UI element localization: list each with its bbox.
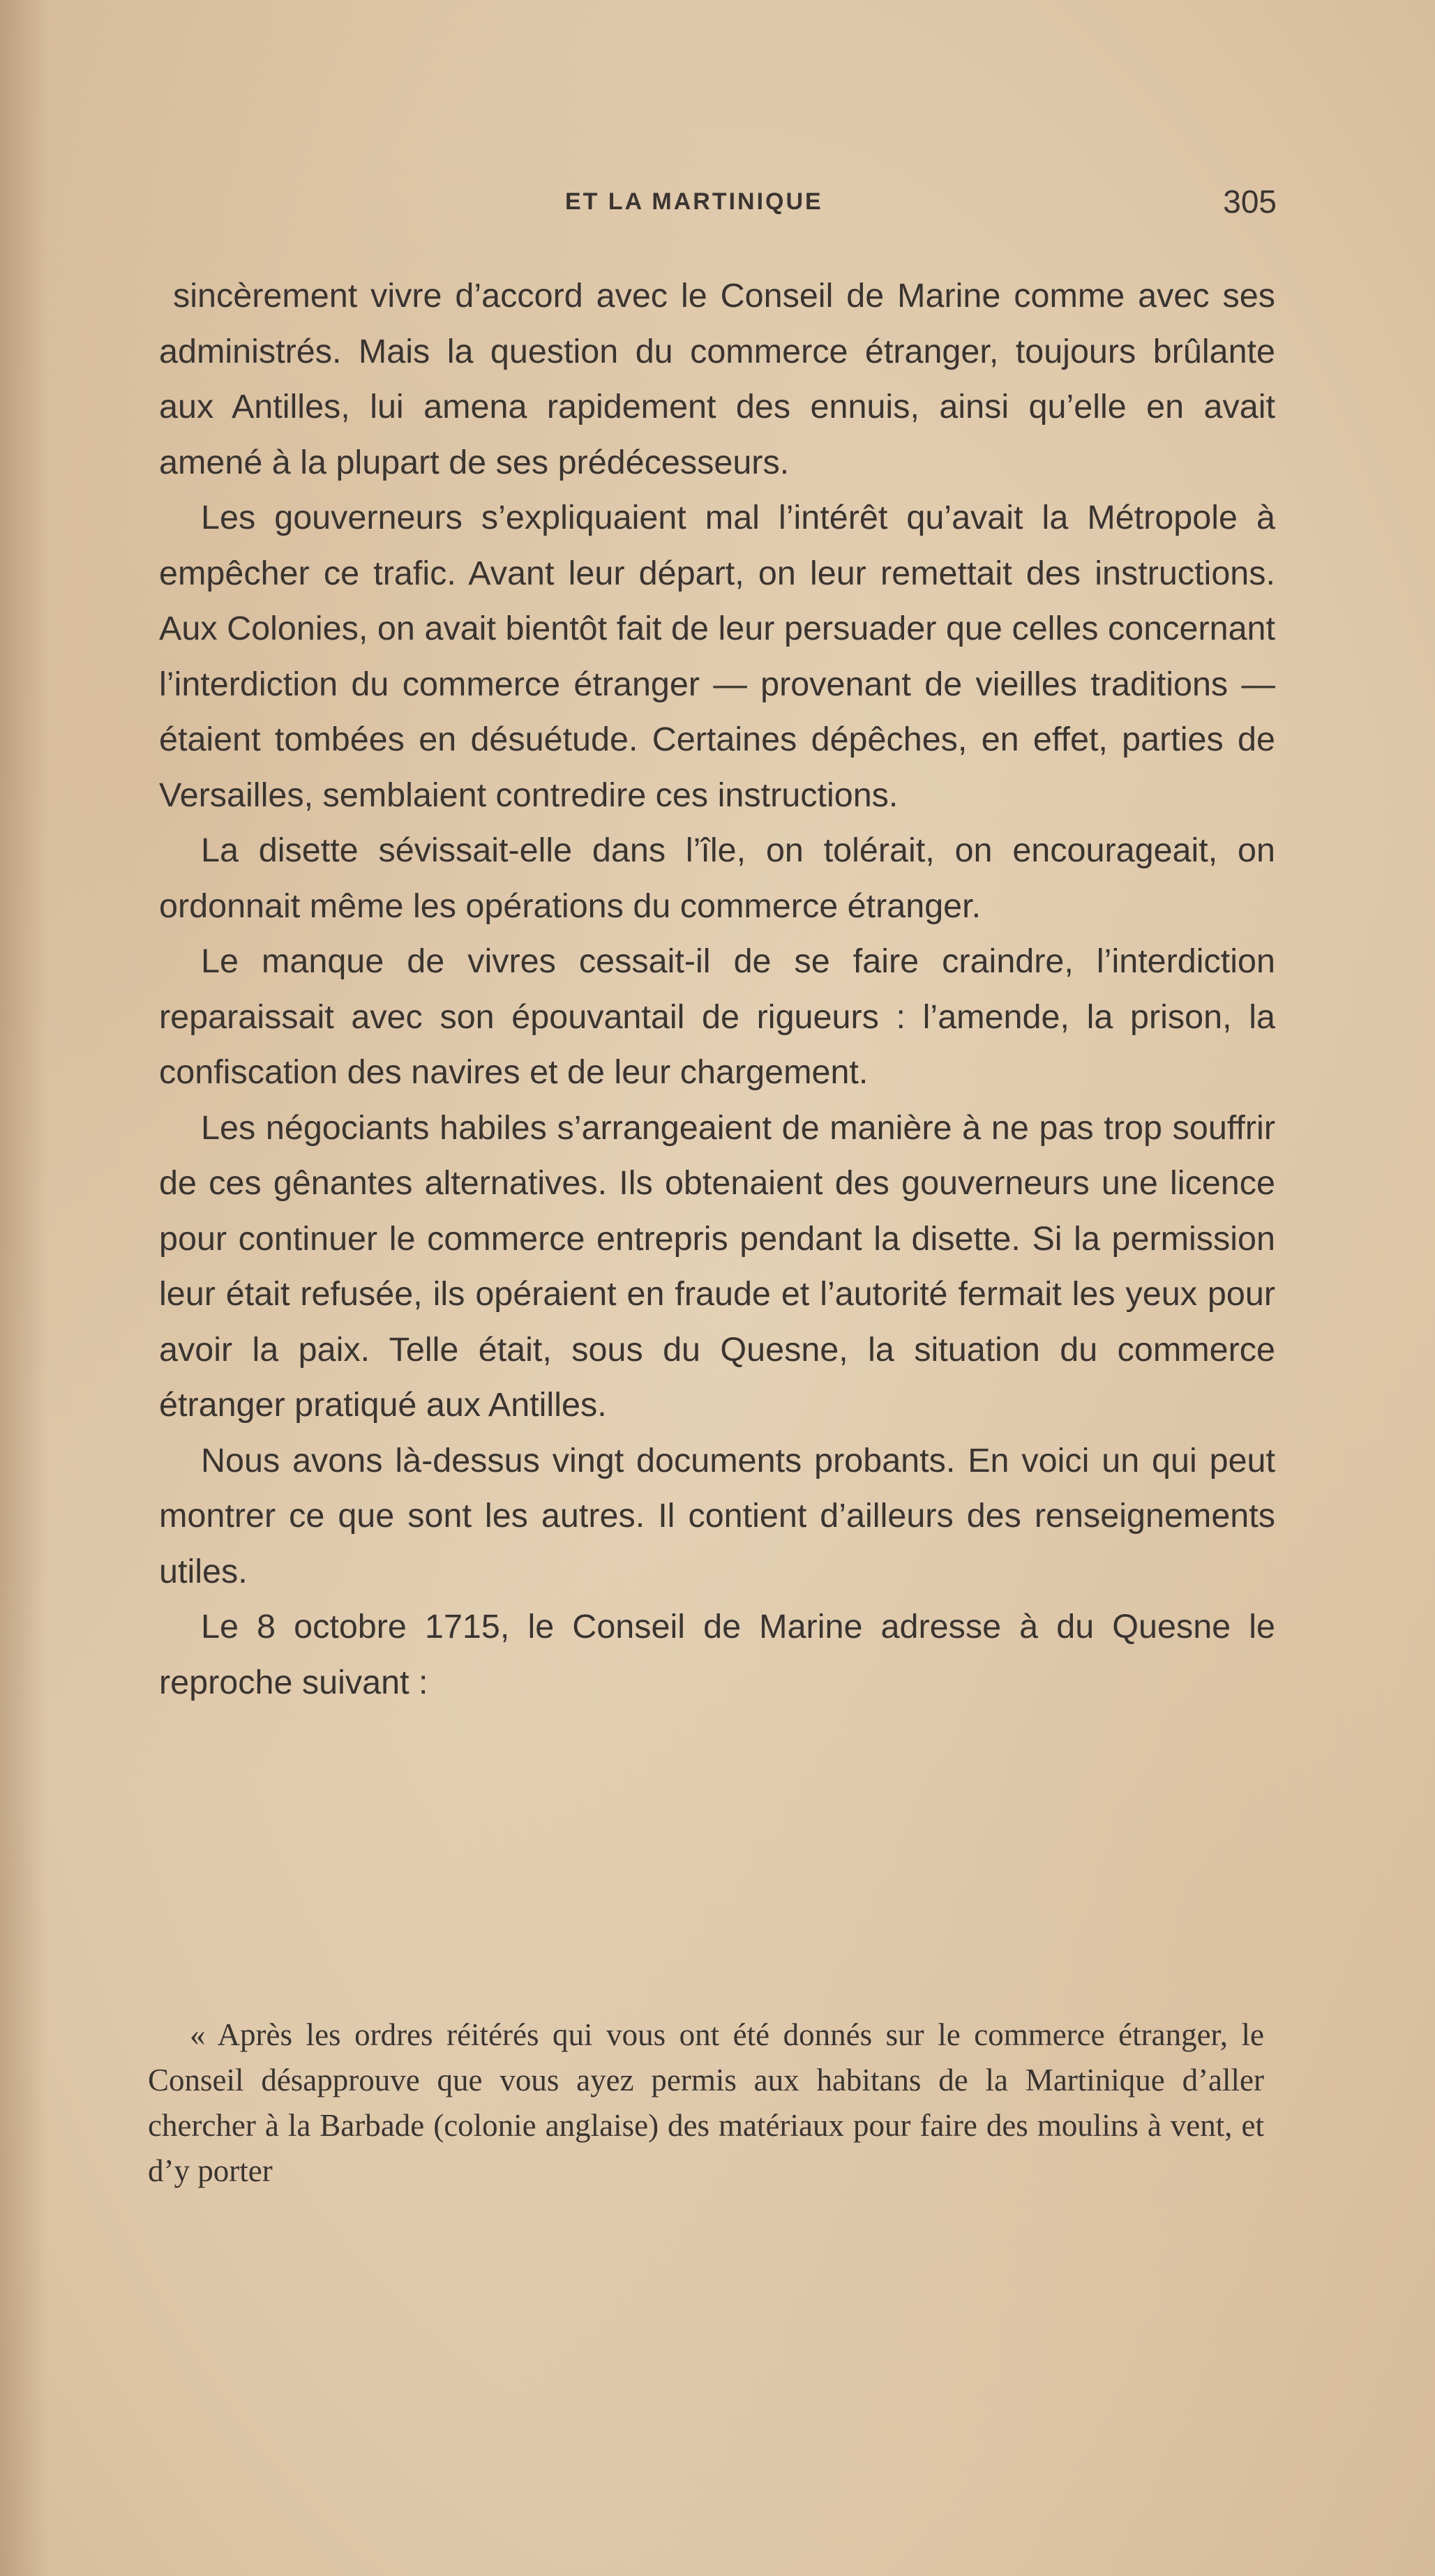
spine-shadow <box>0 0 49 2576</box>
body-text <box>159 269 1275 1710</box>
paragraph-2: Les gouverneurs s’expliquaient mal l’intérêt qu’avait la Métropole à empêcher ce trafic. Avant leur départ, on leur remettait des instructions. Aux Colonies, on avait bientôt fait de leur persuader que celles concernant l’interdiction du commerce étranger — provenant de vieilles traditions — étaient tombées en désuétude. Certaines dépêches, en effet, parties de Versailles, semblaient contredire ces instructions. <box>159 499 1275 814</box>
paragraph-4: Le manque de vivres cessait-il de se faire craindre, l’interdiction reparaissait avec son épouvantail de rigueurs : l’amende, la prison, la confiscation des navires et de leur chargement. <box>159 942 1275 1091</box>
page-number: 305 <box>1223 183 1277 220</box>
quoted-dispatch: « Après les ordres réitérés qui vous ont été donnés sur le commerce étranger, le Conseil désapprouve que vous ayez permis aux habitans de la Martinique d’aller chercher à la Barbade (colonie anglaise) des matériaux pour faire des moulins à vent, et d’y porter <box>148 2017 1264 2188</box>
page-header <box>174 183 1277 225</box>
paragraph-7: Le 8 octobre 1715, le Conseil de Marine adresse à du Quesne le reproche suivant : <box>159 1608 1275 1701</box>
paragraph-5: Les négociants habiles s’arrangeaient de manière à ne pas trop souffrir de ces gênantes alternatives. Ils obtenaient des gouverneurs une licence pour continuer le commerce entrepris pendant la disette. Si la permission leur était refusée, ils opéraient en fraude et l’autorité fermait les yeux pour avoir la paix. Telle était, sous du Quesne, la situation du commerce étranger pratiqué aux Antilles. <box>159 1108 1275 1424</box>
running-title: ET LA MARTINIQUE <box>565 188 823 215</box>
paragraph-1: sincèrement vivre d’accord avec le Conseil de Marine comme avec ses administrés. Mais la question du commerce étranger, toujours brûlante aux Antilles, lui amena rapidement des ennuis, ainsi qu’elle en avait amené à la plupart de ses prédécesseurs. <box>159 277 1275 481</box>
paragraph-3: La disette sévissait-elle dans l’île, on tolérait, on encourageait, on ordonnait même les opérations du commerce étranger. <box>159 831 1275 925</box>
paragraph-6: Nous avons là-dessus vingt documents probants. En voici un qui peut montrer ce que sont les autres. Il contient d’ailleurs des renseignements utiles. <box>159 1441 1275 1590</box>
